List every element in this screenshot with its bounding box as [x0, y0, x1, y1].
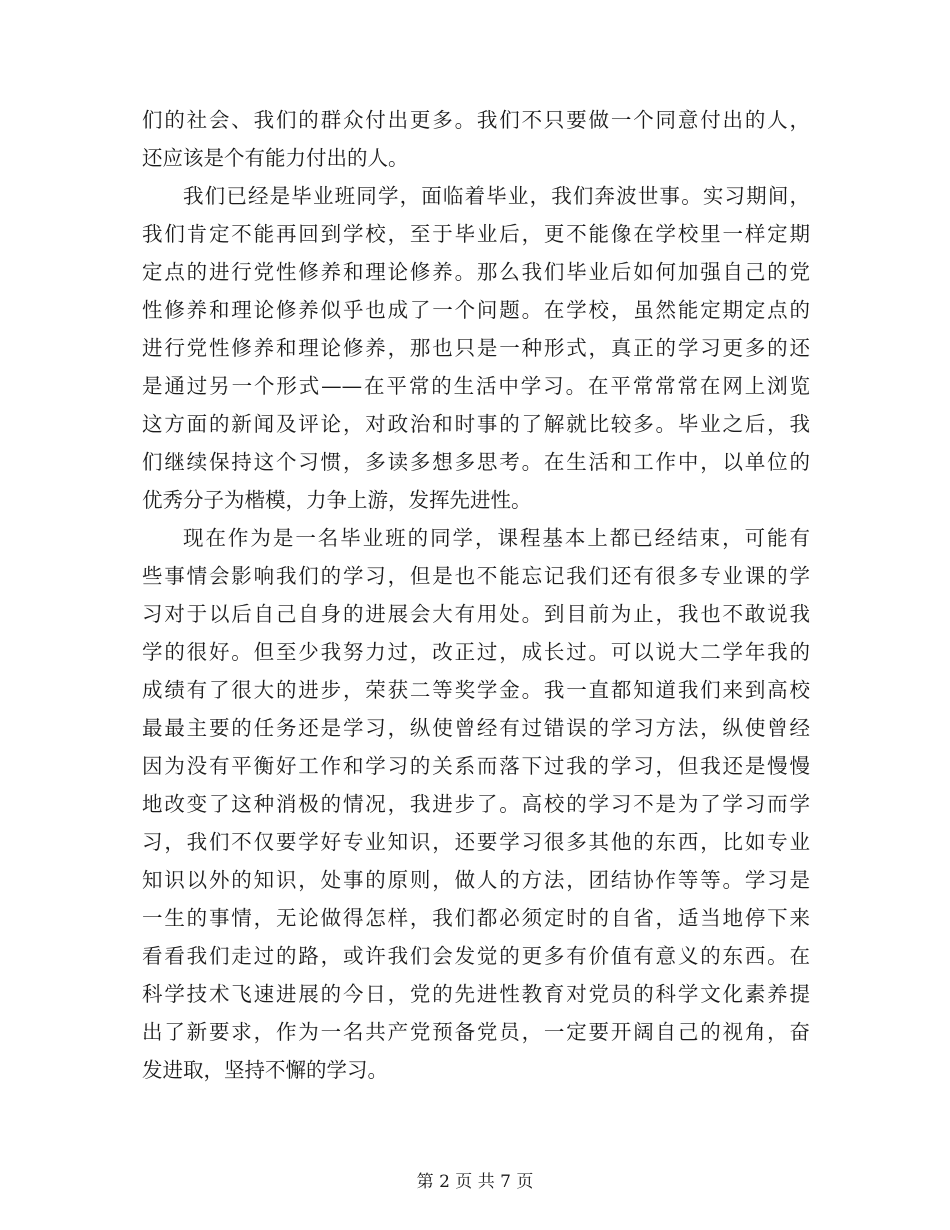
text-line: 这方面的新闻及评论，对政治和时事的了解就比较多。毕业之后，我	[142, 412, 810, 436]
page-number-footer: 第 2 页 共 7 页	[416, 1172, 534, 1192]
text-line: 还应该是个有能力付出的人。	[142, 146, 409, 170]
text-line: 习对于以后自己自身的进展会大有用处。到目前为止，我也不敢说我	[142, 602, 810, 626]
text-line: 科学技术飞速进展的今日，党的先进性教育对党员的科学文化素养提	[142, 982, 810, 1006]
text-line: 们继续保持这个习惯，多读多想多思考。在生活和工作中，以单位的	[142, 450, 810, 474]
text-line: 地改变了这种消极的情况，我进步了。高校的学习不是为了学习而学	[142, 792, 810, 816]
text-line: 优秀分子为楷模，力争上游，发挥先进性。	[142, 488, 532, 512]
paragraph-start-line: 我们已经是毕业班同学，面临着毕业，我们奔波世事。实习期间，	[183, 184, 810, 208]
text-line: 进行党性修养和理论修养，那也只是一种形式，真正的学习更多的还	[142, 336, 810, 360]
body-text	[142, 101, 810, 1089]
text-line: 知识以外的知识，处事的原则，做人的方法，团结协作等等。学习是	[142, 868, 810, 892]
text-line: 学的很好。但至少我努力过，改正过，成长过。可以说大二学年我的	[142, 640, 810, 664]
text-line: 们的社会、我们的群众付出更多。我们不只要做一个同意付出的人，	[142, 108, 810, 132]
text-line: 因为没有平衡好工作和学习的关系而落下过我的学习，但我还是慢慢	[142, 754, 810, 778]
text-line: 成绩有了很大的进步，荣获二等奖学金。我一直都知道我们来到高校	[142, 678, 810, 702]
text-line: 些事情会影响我们的学习，但是也不能忘记我们还有很多专业课的学	[142, 564, 810, 588]
text-line: 习，我们不仅要学好专业知识，还要学习很多其他的东西，比如专业	[142, 830, 810, 854]
text-line: 最最主要的任务还是学习，纵使曾经有过错误的学习方法，纵使曾经	[142, 716, 810, 740]
text-line: 看看我们走过的路，或许我们会发觉的更多有价值有意义的东西。在	[142, 944, 810, 968]
text-line: 一生的事情，无论做得怎样，我们都必须定时的自省，适当地停下来	[142, 906, 810, 930]
text-line: 出了新要求，作为一名共产党预备党员，一定要开阔自己的视角，奋	[142, 1020, 810, 1044]
text-line: 定点的进行党性修养和理论修养。那么我们毕业后如何加强自己的党	[142, 260, 810, 284]
text-line: 我们肯定不能再回到学校，至于毕业后，更不能像在学校里一样定期	[142, 222, 810, 246]
text-line: 发进取，坚持不懈的学习。	[142, 1058, 388, 1082]
text-line: 是通过另一个形式——在平常的生活中学习。在平常常常在网上浏览	[142, 374, 810, 398]
paragraph-start-line: 现在作为是一名毕业班的同学，课程基本上都已经结束，可能有	[183, 526, 810, 550]
text-line: 性修养和理论修养似乎也成了一个问题。在学校，虽然能定期定点的	[142, 298, 810, 322]
